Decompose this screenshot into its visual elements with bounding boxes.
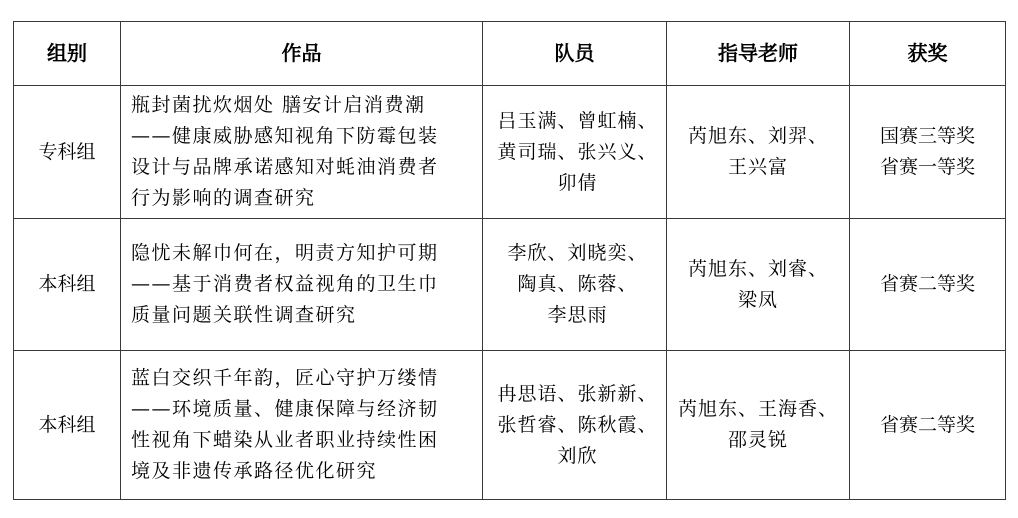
members-line: 刘欣 <box>557 444 598 467</box>
table-row <box>14 219 1006 351</box>
work-line: 行为影响的调查研究 <box>131 187 316 209</box>
members-line: 黄司瑞、张兴义、 <box>497 140 658 163</box>
work-line: 瓶封菌扰炊烟处 膳安计启消费潮 <box>131 94 426 116</box>
award-cell <box>850 86 1006 219</box>
teachers-line: 王兴富 <box>727 156 788 178</box>
group-cell: 本科组 <box>14 351 121 500</box>
header-award: 获奖 <box>850 22 1006 86</box>
table-row <box>14 86 1006 219</box>
members-line: 李思雨 <box>547 304 608 326</box>
teachers-line: 梁凤 <box>737 288 778 311</box>
members-cell <box>483 86 667 219</box>
members-line: 李欣、刘晓奕、 <box>507 242 648 264</box>
awards-table <box>13 21 1006 500</box>
award-line: 省赛二等奖 <box>879 273 975 295</box>
group-cell: 专科组 <box>14 86 121 219</box>
work-line: ——环境质量、健康保障与经济韧 <box>131 398 439 420</box>
award-line: 省赛二等奖 <box>879 413 975 436</box>
teachers-cell <box>667 86 850 219</box>
members-cell <box>483 351 667 500</box>
teachers-cell <box>667 219 850 351</box>
members-line: 冉思语、张新新、 <box>497 382 658 405</box>
members-cell <box>483 219 667 351</box>
work-cell <box>121 351 483 500</box>
teachers-line: 邵灵锐 <box>727 429 788 451</box>
work-line: ——健康威胁感知视角下防霉包装 <box>131 125 439 147</box>
work-cell <box>121 219 483 351</box>
work-line: 设计与品牌承诺感知对蚝油消费者 <box>131 156 439 178</box>
members-line: 陶真、陈蓉、 <box>517 273 638 295</box>
work-line: 隐忧未解巾何在，明责方知护可期 <box>131 242 439 264</box>
work-line: 质量问题关联性调查研究 <box>131 304 357 326</box>
header-members: 队员 <box>483 22 667 86</box>
teachers-line: 芮旭东、王海香、 <box>677 398 838 420</box>
table-header-row <box>14 22 1006 86</box>
work-cell <box>121 86 483 219</box>
group-cell: 本科组 <box>14 219 121 351</box>
header-teachers: 指导老师 <box>667 22 850 86</box>
award-cell <box>850 219 1006 351</box>
work-line: ——基于消费者权益视角的卫生巾 <box>131 273 439 295</box>
award-cell <box>850 351 1006 500</box>
work-line: 蓝白交织千年韵，匠心守护万缕情 <box>131 367 439 389</box>
header-work: 作品 <box>121 22 483 86</box>
members-line: 吕玉满、曾虹楠、 <box>497 109 658 132</box>
work-line: 性视角下蜡染从业者职业持续性困 <box>131 429 439 451</box>
header-group: 组别 <box>14 22 121 86</box>
work-line: 境及非遗传承路径优化研究 <box>131 460 378 482</box>
members-line: 卯倩 <box>557 171 598 194</box>
teachers-line: 芮旭东、刘睿、 <box>687 257 828 280</box>
award-line: 省赛一等奖 <box>879 156 975 178</box>
table-row <box>14 351 1006 500</box>
award-line: 国赛三等奖 <box>879 125 975 147</box>
members-line: 张哲睿、陈秋霞、 <box>497 413 658 436</box>
teachers-cell <box>667 351 850 500</box>
teachers-line: 芮旭东、刘羿、 <box>687 125 828 147</box>
